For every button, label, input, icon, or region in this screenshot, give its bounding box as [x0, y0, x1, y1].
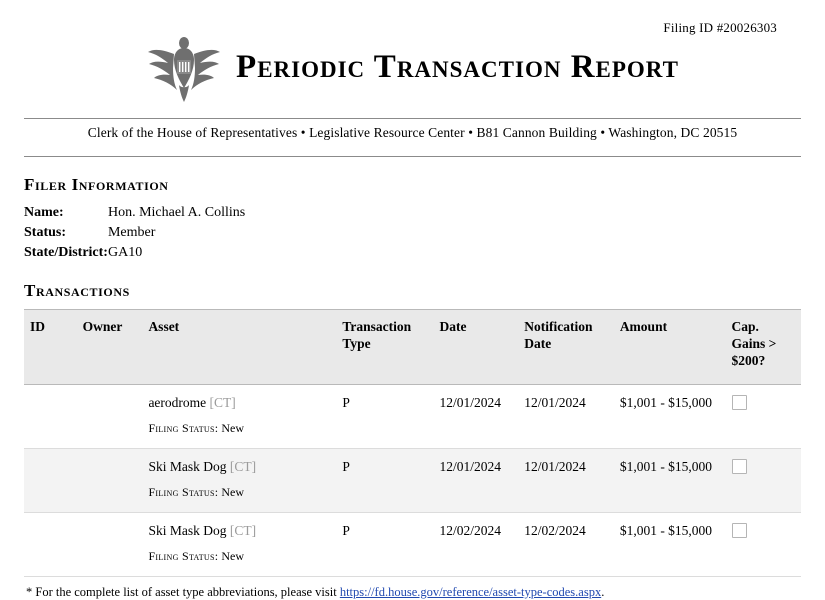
cell-id	[24, 512, 77, 576]
filer-information-heading: Filer Information	[24, 175, 169, 194]
cell-transaction-type: P	[336, 512, 433, 576]
filing-status-label: Filing Status:	[148, 420, 219, 435]
asset-type-footnote	[24, 585, 801, 600]
transactions-table	[24, 309, 801, 577]
filing-status	[148, 549, 330, 564]
cell-cap-gains	[726, 512, 801, 576]
column-header-amount: Amount	[614, 310, 726, 385]
table-header-row	[24, 310, 801, 385]
filing-status-label: Filing Status:	[148, 548, 219, 563]
cell-date: 12/01/2024	[434, 448, 519, 512]
cell-amount: $1,001 - $15,000	[614, 512, 726, 576]
column-header-transaction-type: Transaction Type	[336, 310, 433, 385]
cell-notification-date: 12/01/2024	[518, 448, 614, 512]
footnote-text: * For the complete list of asset type abbreviations, please visit	[26, 584, 340, 599]
filing-status-value: New	[221, 484, 245, 499]
cell-cap-gains	[726, 448, 801, 512]
cell-transaction-type: P	[336, 448, 433, 512]
cell-notification-date: 12/01/2024	[518, 384, 614, 448]
filer-row-status	[24, 223, 245, 243]
filer-row-name	[24, 203, 245, 223]
asset-type-code: [CT]	[229, 458, 257, 474]
filer-value-name: Hon. Michael A. Collins	[107, 205, 246, 220]
header-divider-bottom	[24, 156, 801, 157]
transactions-heading: Transactions	[24, 281, 130, 300]
column-header-date: Date	[434, 310, 519, 385]
filing-status-value: New	[221, 548, 245, 563]
column-header-cap-gains: Cap. Gains > $200?	[726, 310, 801, 385]
footnote-suffix: .	[601, 584, 605, 599]
cell-notification-date: 12/02/2024	[518, 512, 614, 576]
filing-status-label: Filing Status:	[148, 484, 219, 499]
filer-row-state-district	[24, 243, 245, 263]
cap-gains-checkbox[interactable]	[732, 395, 747, 410]
asset-name	[148, 459, 330, 475]
filer-label-name: Name:	[24, 205, 64, 220]
cell-asset	[142, 448, 336, 512]
column-header-id: ID	[24, 310, 77, 385]
cell-amount: $1,001 - $15,000	[614, 384, 726, 448]
cap-gains-checkbox[interactable]	[732, 459, 747, 474]
filing-id: Filing ID #20026303	[663, 20, 777, 35]
table-row	[24, 448, 801, 512]
filing-status-value: New	[221, 420, 245, 435]
clerk-address: Clerk of the House of Representatives • Legislative Resource Center • B81 Cannon Building • Washington, DC 20515	[87, 125, 738, 140]
asset-name	[148, 523, 330, 539]
filer-label-state-district: State/District:	[24, 245, 108, 260]
asset-name	[148, 395, 330, 411]
cell-date: 12/01/2024	[434, 384, 519, 448]
filer-value-state-district: GA10	[107, 245, 143, 260]
cell-id	[24, 384, 77, 448]
filer-label-status: Status:	[24, 225, 67, 240]
filing-status	[148, 421, 330, 436]
asset-type-code: [CT]	[229, 522, 257, 538]
cell-owner	[77, 448, 143, 512]
cell-asset	[142, 512, 336, 576]
cell-asset	[142, 384, 336, 448]
column-header-notification-date: Notification Date	[518, 310, 614, 385]
cell-transaction-type: P	[336, 384, 433, 448]
cell-owner	[77, 512, 143, 576]
eagle-seal-icon	[146, 30, 222, 104]
asset-name-text: aerodrome	[148, 394, 207, 410]
asset-name-text: Ski Mask Dog	[148, 522, 227, 538]
cell-date: 12/02/2024	[434, 512, 519, 576]
column-header-owner: Owner	[77, 310, 143, 385]
cap-gains-checkbox[interactable]	[732, 523, 747, 538]
cell-id	[24, 448, 77, 512]
cell-cap-gains	[726, 384, 801, 448]
table-row	[24, 512, 801, 576]
column-header-asset: Asset	[142, 310, 336, 385]
asset-type-codes-link[interactable]: https://fd.house.gov/reference/asset-type-codes.aspx	[339, 584, 602, 599]
document-header	[24, 30, 801, 110]
asset-type-code: [CT]	[209, 394, 236, 410]
filer-value-status: Member	[107, 225, 156, 240]
asset-name-text: Ski Mask Dog	[148, 458, 227, 474]
filing-status	[148, 485, 330, 500]
page-title: Periodic Transaction Report	[236, 48, 679, 85]
cell-owner	[77, 384, 143, 448]
table-row	[24, 384, 801, 448]
cell-amount: $1,001 - $15,000	[614, 448, 726, 512]
filer-information-table	[24, 203, 245, 263]
